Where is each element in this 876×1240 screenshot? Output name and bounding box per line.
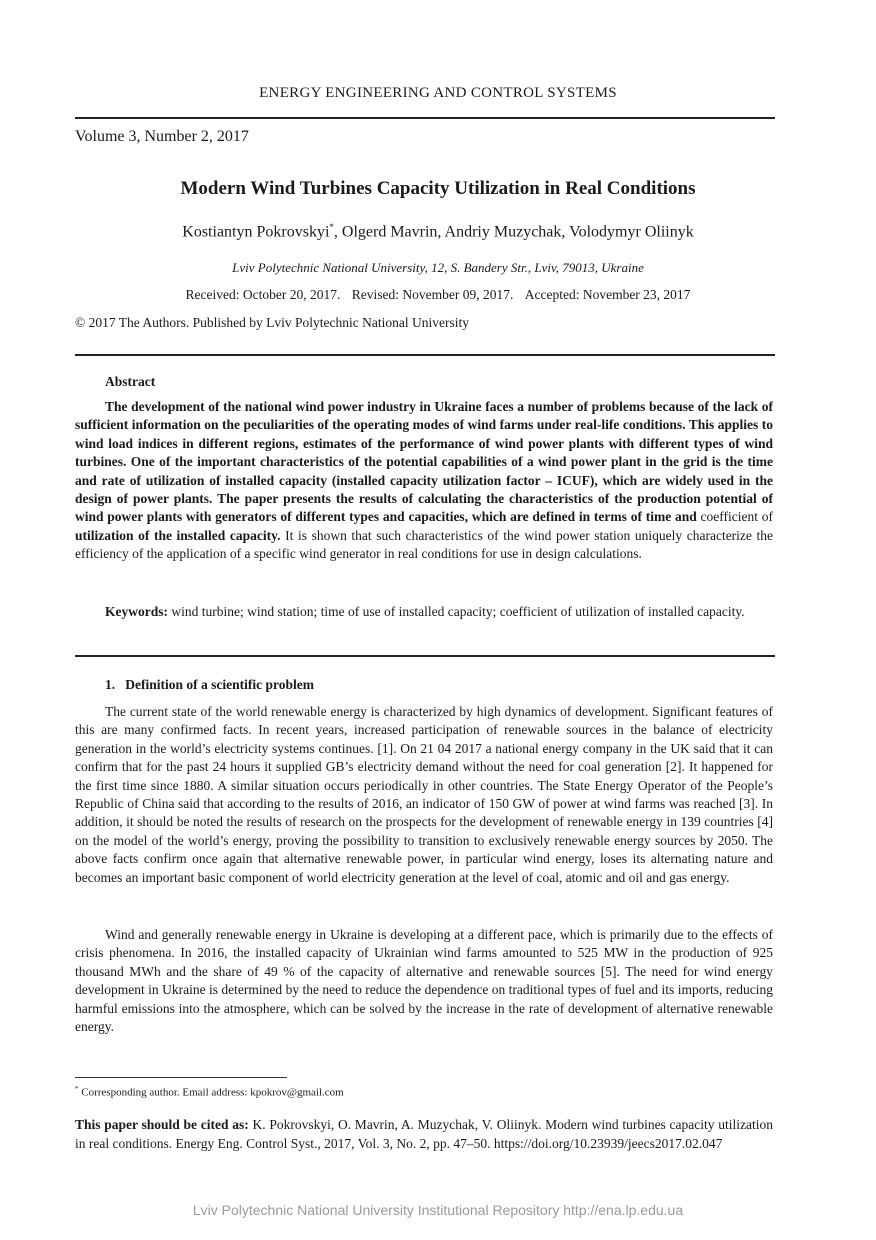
abstract-heading: Abstract (105, 374, 156, 389)
footnote (75, 1085, 344, 1099)
header-divider (75, 117, 775, 119)
citation-text: K. Pokrovskyi, O. Mavrin, A. Muzychak, V. Oliinyk. Modern wind turbines capacity utilization in real conditions. Energy Eng. Control Syst., 2017, Vol. 3, No. 2, pp. 47–50. https://doi.org/10.23939/jeecs2017.02.047 (75, 1117, 773, 1151)
copyright-notice: © 2017 The Authors. Published by Lviv Polytechnic National University (75, 315, 469, 330)
footnote-divider (75, 1077, 287, 1078)
journal-name: ENERGY ENGINEERING AND CONTROL SYSTEMS (259, 85, 617, 101)
abstract-bottom-divider (75, 655, 775, 657)
paper-title (0, 178, 876, 200)
revised-date: Revised: November 09, 2017. (351, 287, 514, 302)
abstract-bold-part-2: utilization of the installed capacity. (75, 527, 281, 543)
footnote-mark: * (75, 1085, 79, 1093)
abstract-bold-part: The development of the national wind power industry in Ukraine faces a number of problems because of the lack of sufficient information on the peculiarities of the operating modes of wind farms under real-life conditions. This applies to wind load indices in different regions, estimates of the performance of wind power plants with different types of wind turbines. One of the important characteristics of the potential capabilities of a wind power plant in the grid is the time and rate of utilization of installed capacity (installed capacity utilization factor – ICUF), which are widely used in the design of power plants. The paper presents the results of calculating the characteristics of the production potential of wind power plants with generators of different types and capacities, which are defined in terms of time and (75, 399, 773, 525)
paper-title-main: Modern Wind Turbines Capacity Utilization (180, 178, 540, 199)
footnote-text: Corresponding author. Email address: kpokrov@gmail.com (78, 1086, 344, 1099)
citation-block (75, 1116, 773, 1153)
abstract-top-divider (75, 354, 775, 356)
corresponding-mark: * (329, 222, 334, 232)
paper-title-rest: in Real Conditions (544, 178, 696, 199)
citation-label: This paper should be cited as: (75, 1117, 249, 1132)
accepted-date: Accepted: November 23, 2017 (524, 287, 691, 302)
abstract-mid-part: coefficient of (696, 509, 773, 525)
abstract-rest-part: It is shown that such characteristics of the wind power station uniquely characterize the efficiency of the application of a specific wind generator in real conditions for use in design calculations. (75, 527, 774, 562)
body-paragraph-1: The current state of the world renewable energy is characterized by high dynamics of development. Significant features of this are many confirmed facts. In recent years, increased participation of renewable sources in the balance of electricity generation in the world’s electricity systems continues. [1]. On 21 04 2017 a national energy company in the UK said that it can confirm that for the past 24 hours it supplied GB’s electricity demand without the need for coal generation [2]. It happened for the first time since 1880. A similar situation occurs periodically in other countries. The State Energy Operator of the People’s Republic of China said that according to the results of 2016, an indicator of 150 GW of power at wind farms was reached [3]. In addition, it should be noted the results of research on the prospects for the development of renewable energy in 139 countries [4] on the model of the world’s energy, proving the possibility to transition to exclusively renewable energy sources by 2050. The above facts confirm once again that alternative renewable power, in particular wind energy, loses its alternating nature and becomes an important basic component of world electricity generation at the level of coal, atomic and oil and gas energy. (75, 704, 773, 885)
affiliation: Lviv Polytechnic National University, 12, S. Bandery Str., Lviv, 79013, Ukraine (232, 260, 644, 275)
abstract-text (75, 398, 773, 564)
keywords (75, 603, 773, 621)
journal-volume: Volume 3, Number 2, 2017 (75, 128, 249, 145)
keywords-text: wind turbine; wind station; time of use of installed capacity; coefficient of utilization of installed capacity. (168, 604, 745, 619)
received-date: Received: October 20, 2017. (185, 287, 341, 302)
keywords-label: Keywords: (105, 604, 168, 619)
submission-dates (0, 287, 876, 303)
section-heading: 1. Definition of a scientific problem (105, 677, 314, 692)
author-first: Kostiantyn Pokrovskyi (182, 223, 330, 241)
author-list (0, 222, 876, 241)
author-rest: , Olgerd Mavrin, Andriy Muzychak, Volodymyr Oliinyk (333, 223, 694, 241)
body-paragraph-2: Wind and generally renewable energy in Ukraine is developing at a different pace, which is primarily due to the effects of crisis phenomena. In 2016, the installed capacity of Ukrainian wind farms amounted to 525 MW in the production of 925 thousand MWh and the share of 49 % of the capacity of alternative and renewable sources [5]. The need for wind energy development in Ukraine is determined by the need to reduce the dependence on traditional types of fuel and its imports, reducing harmful emissions into the atmosphere, which can be solved by the increase in the rate of development of alternative renewable energy. (75, 927, 773, 1035)
repository-footer: Lviv Polytechnic National University Institutional Repository http://ena.lp.edu.ua (192, 1202, 684, 1218)
